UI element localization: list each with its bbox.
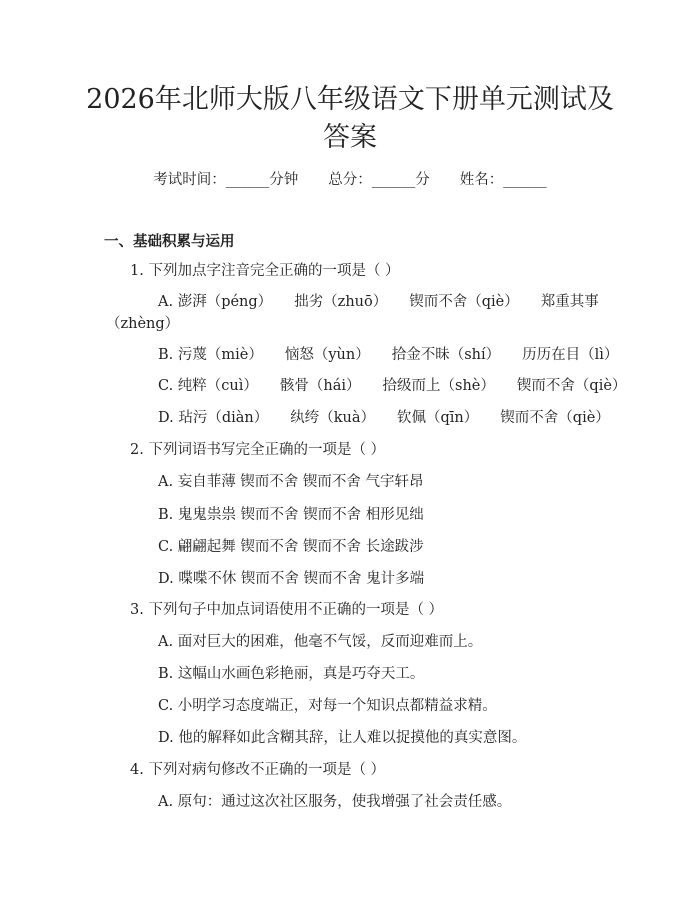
- exam-total-score: 总分：______分: [328, 172, 430, 188]
- question-option: C. 翩翩起舞 锲而不舍 锲而不舍 长途跋涉: [158, 539, 424, 555]
- exam-student-name: 姓名：______: [459, 172, 547, 188]
- option-part: 恼怒（yùn）: [284, 347, 370, 363]
- question-option: B. 这幅山水画色彩艳丽，真是巧夺天工。: [158, 666, 425, 682]
- option-part: B. 污蔑（miè）: [158, 347, 263, 363]
- question-stem: 4. 下列对病句修改不正确的一项是（ ）: [130, 762, 386, 778]
- document-title-line-1: 2026年北师大版八年级语文下册单元测试及: [86, 84, 614, 115]
- exam-time: 考试时间：______分钟: [153, 172, 299, 188]
- option-part: 历历在目（lì）: [522, 347, 619, 363]
- question-option: C. 小明学习态度端正，对每一个知识点都精益求精。: [158, 698, 497, 714]
- exam-meta: [0, 168, 700, 189]
- question-stem: 2. 下列词语书写完全正确的一项是（ ）: [130, 442, 386, 458]
- question-option: [158, 292, 599, 312]
- question-option: B. 鬼鬼祟祟 锲而不舍 锲而不舍 相形见绌: [158, 507, 424, 523]
- option-part: 锲而不舍（qiè）: [516, 378, 627, 394]
- question-stem: 1. 下列加点字注音完全正确的一项是（ ）: [130, 263, 400, 279]
- option-part: 锲而不舍（qiè）: [409, 294, 519, 310]
- question-option: [158, 345, 618, 365]
- question-option: [158, 408, 610, 428]
- option-part: A. 澎湃（péng）: [158, 294, 273, 310]
- question-option: [158, 376, 626, 396]
- option-part: 纨绔（kuà）: [290, 410, 376, 426]
- question-option-wrap: （zhèng）: [106, 316, 180, 332]
- option-part: 锲而不舍（qiè）: [500, 410, 610, 426]
- option-part: D. 玷污（diàn）: [158, 410, 269, 426]
- section-heading: 一、基础积累与运用: [104, 234, 235, 250]
- question-option: D. 喋喋不休 锲而不舍 锲而不舍 鬼计多端: [158, 571, 425, 587]
- option-part: C. 纯粹（cuì）: [158, 378, 258, 394]
- option-part: 骸骨（hái）: [279, 378, 361, 394]
- question-stem: 3. 下列句子中加点词语使用不正确的一项是（ ）: [130, 602, 444, 618]
- option-part: 拙劣（zhuō）: [294, 294, 388, 310]
- document-title-line-2: 答案: [323, 122, 377, 153]
- question-option: D. 他的解释如此含糊其辞，让人难以捉摸他的真实意图。: [158, 730, 527, 746]
- question-option: A. 妄自菲薄 锲而不舍 锲而不舍 气宇轩昂: [158, 474, 424, 490]
- question-option: A. 面对巨大的困难，他毫不气馁，反而迎难而上。: [158, 634, 483, 650]
- option-part: 郑重其事: [540, 294, 599, 310]
- option-part: 拾级而上（shè）: [382, 378, 495, 394]
- option-part: 拾金不昧（shí）: [391, 347, 501, 363]
- question-option: A. 原句：通过这次社区服务，使我增强了社会责任感。: [158, 794, 512, 810]
- option-part: 钦佩（qīn）: [397, 410, 479, 426]
